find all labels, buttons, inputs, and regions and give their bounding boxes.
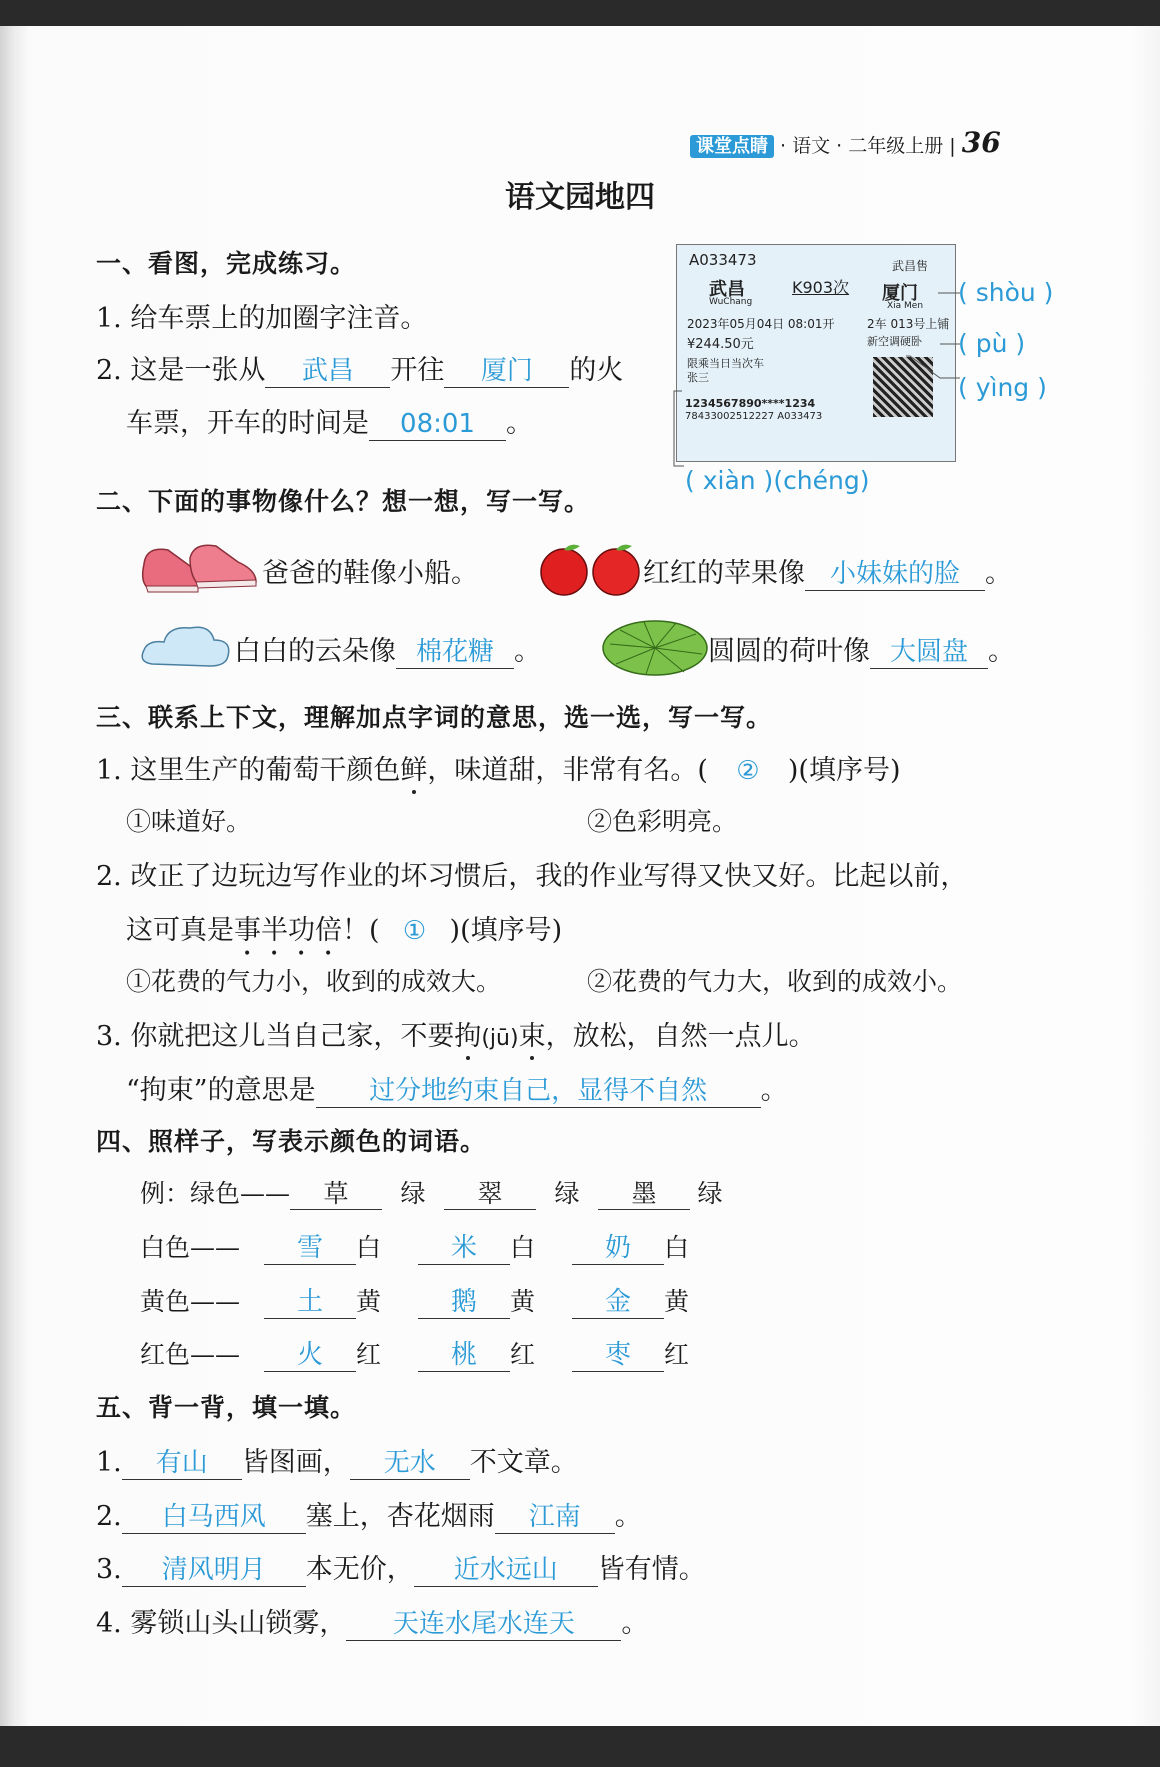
s2-item4-answer: 大圆盘 (889, 637, 968, 667)
s2-item4-prefix: 圆圆的荷叶像 (708, 636, 870, 667)
ticket-train: K903次 (792, 278, 850, 297)
page-title: 语文园地四 (505, 180, 655, 215)
ticket-id: 1234567890****1234 (685, 397, 816, 410)
s4-row-yellow-answer-1: 土 (296, 1287, 323, 1317)
s5-line3-end: 皆有情。 (597, 1554, 706, 1585)
s3-q3-line1 (96, 1014, 816, 1053)
workbook-page (0, 26, 1160, 1726)
s5-line1-answer-2: 无水 (383, 1448, 436, 1478)
s4-row-white-suffix-1: 白 (356, 1233, 382, 1262)
s3-q2-option1: ①花费的气力小，收到的成效大。 (126, 967, 502, 996)
s1-q2-answer-from: 武昌 (301, 356, 354, 386)
s4-row-white-answer-2: 米 (450, 1233, 477, 1263)
s4-row-yellow-suffix-2: 黄 (510, 1287, 536, 1316)
s4-example-label: 例：绿色—— (140, 1179, 291, 1208)
s5-line1 (96, 1440, 578, 1480)
pinyin-xian-cheng (685, 466, 870, 495)
page-header (690, 126, 1001, 159)
s4-row-yellow (140, 1282, 689, 1319)
s5-line4 (96, 1601, 648, 1641)
s3-q2-line1: 2. 改正了边玩边写作业的坏习惯后，我的作业写得又快又好。比起以前， (96, 861, 968, 892)
s4-row-red-suffix-2: 红 (510, 1340, 536, 1369)
pinyin-shou: ( shòu ) (958, 278, 1054, 307)
s3-q2-a: 这可真是 (126, 915, 234, 946)
s4-row-red-suffix-3: 红 (664, 1340, 690, 1369)
s3-q1-dotted: 鲜 (400, 755, 428, 786)
s5-line2-answer-1: 白马西风 (161, 1502, 266, 1532)
s3-q3-a: 3. 你就把这儿当自己家，不要 (96, 1021, 455, 1052)
s3-q3-answer: 过分地约束自己，显得不自然 (369, 1076, 708, 1106)
ticket-to-pinyin: Xia Men (887, 301, 924, 311)
s3-q1-b: ，味道甜，非常有名。( (427, 755, 708, 786)
apple-icon (538, 540, 643, 596)
s5-line2 (96, 1494, 642, 1534)
s3-q1-option2: ②色彩明亮。 (587, 807, 738, 836)
ticket-from-pinyin: WuChang (709, 297, 753, 307)
s4-example-suffix-3: 绿 (697, 1179, 723, 1208)
pinyin-ying: ( yìng ) (958, 373, 1047, 402)
shoe-icon (138, 536, 263, 596)
ticket-seller: 武昌售 (892, 259, 929, 273)
s2-item2-period: 。 (985, 558, 1012, 589)
s3-q3-line2 (126, 1068, 788, 1108)
s4-example-suffix-2: 绿 (554, 1179, 580, 1208)
s3-q1-answer: ② (736, 756, 760, 786)
ticket-price: ¥244.50元 (687, 337, 754, 352)
s4-row-red-suffix-1: 红 (356, 1340, 382, 1369)
s4-row-red (140, 1335, 689, 1372)
s5-line2-num: 2. (96, 1501, 122, 1532)
s5-line1-num: 1. (96, 1447, 122, 1478)
ticket-class: 新空调硬卧 (867, 335, 922, 348)
s5-line3-num: 3. (96, 1554, 122, 1585)
s1-q1: 1. 给车票上的加圈字注音。 (96, 303, 428, 334)
s3-q3-b: ，放松，自然一点儿。 (545, 1021, 816, 1052)
ticket-from: 武昌 (709, 279, 745, 300)
s3-q1-option1: ①味道好。 (126, 807, 252, 836)
s4-row-yellow-answer-2: 鹅 (450, 1287, 477, 1317)
header-subject: · 语文 · 二年级上册 | (780, 135, 956, 157)
s1-q2-line2-suffix: 。 (506, 408, 533, 439)
s4-row-white (140, 1228, 689, 1265)
s4-row-white-suffix-2: 白 (510, 1233, 536, 1262)
s4-row-red-label: 红色—— (140, 1340, 241, 1369)
ticket-name: 张三 (687, 371, 709, 384)
pinyin-pu: ( pù ) (958, 329, 1026, 358)
s3-q1-c: )(填序号) (787, 755, 901, 786)
s1-q2-answer-time: 08:01 (400, 409, 475, 439)
ticket-note: 限乘当日当次车 (687, 357, 764, 370)
s3-q1-a: 1. 这里生产的葡萄干颜色 (96, 755, 401, 786)
s5-line2-mid: 塞上，杏花烟雨 (305, 1501, 495, 1532)
s4-row-white-suffix-3: 白 (664, 1233, 690, 1262)
ticket-datetime: 2023年05月04日 08:01开 (687, 317, 835, 331)
s1-q2-suffix: 的火 (569, 355, 624, 386)
s5-line3-answer-1: 清风明月 (161, 1555, 266, 1585)
s1-q2-mid: 开往 (390, 355, 445, 386)
s5-line4-end: 。 (621, 1608, 649, 1639)
s3-q2-line2 (126, 908, 562, 962)
s4-row-white-label: 白色—— (140, 1233, 241, 1262)
s2-item3-prefix: 白白的云朵像 (234, 636, 396, 667)
s4-row-white-answer-3: 奶 (604, 1233, 631, 1263)
section4-heading: 四、照样子，写表示颜色的词语。 (96, 1127, 487, 1156)
ticket-seat: 2车 013号上铺 (867, 317, 950, 331)
cloud-icon (138, 618, 234, 674)
section5-heading: 五、背一背，填一填。 (96, 1393, 357, 1422)
section3-heading: 三、联系上下文，理解加点字词的意思，选一选，写一写。 (96, 703, 773, 732)
s3-q1 (96, 748, 901, 787)
s3-q2-b: ！( (342, 915, 380, 946)
s3-q3-dotted-2: 束 (518, 1021, 546, 1052)
section1-heading: 一、看图，完成练习。 (96, 249, 357, 278)
s2-item3-answer: 棉花糖 (415, 637, 494, 667)
s2-item3 (234, 629, 541, 669)
s4-row-red-answer-3: 枣 (604, 1340, 631, 1370)
s4-row-yellow-label: 黄色—— (140, 1287, 241, 1316)
s4-row-yellow-suffix-3: 黄 (664, 1287, 690, 1316)
s3-q3-pinyin: (jū) (481, 1026, 519, 1051)
s1-q2-line1 (96, 348, 623, 388)
s2-item2-prefix: 红红的苹果像 (643, 558, 805, 589)
s1-q2-line2-prefix: 车票，开车的时间是 (126, 408, 369, 439)
page-number: 36 (961, 126, 1001, 159)
s1-q2-answer-to: 厦门 (480, 356, 533, 386)
s4-row-yellow-answer-3: 金 (604, 1287, 631, 1317)
s4-row-red-answer-2: 桃 (450, 1340, 477, 1370)
lotus-leaf-icon (600, 616, 710, 678)
s5-line2-answer-2: 江南 (528, 1502, 581, 1532)
s4-example-word-2: 翠 (444, 1180, 536, 1210)
s5-line3-answer-2: 近水远山 (453, 1555, 558, 1585)
s4-example-row (140, 1174, 730, 1210)
s2-item2-answer: 小妹妹的脸 (829, 559, 960, 589)
ticket-serial: 78433002512227 A033473 (685, 411, 823, 422)
s1-q2-prefix: 2. 这是一张从 (96, 355, 266, 386)
s5-line3 (96, 1547, 706, 1587)
s4-row-yellow-suffix-1: 黄 (356, 1287, 382, 1316)
s5-line3-mid: 本无价， (305, 1554, 414, 1585)
s5-line1-end: 不文章。 (469, 1447, 578, 1478)
s4-row-white-answer-1: 雪 (296, 1233, 323, 1263)
s3-q2-answer: ① (402, 916, 427, 946)
section2-heading: 二、下面的事物像什么？想一想，写一写。 (96, 487, 591, 516)
ticket-to: 厦门 (882, 283, 918, 304)
s3-q3-end: 。 (760, 1075, 788, 1106)
ticket-number: A033473 (689, 251, 757, 269)
s5-line4-prefix: 4. 雾锁山头山锁雾， (96, 1608, 347, 1639)
s3-q2-dotted: 事半功倍 (234, 915, 342, 946)
ticket-leader-lines (670, 256, 970, 486)
s1-q2-line2 (126, 401, 533, 441)
s2-item3-period: 。 (514, 636, 541, 667)
s2-item2 (643, 551, 1012, 591)
s2-item1: 爸爸的鞋像小船。 (262, 558, 478, 589)
pinyin-cheng: (chéng) (773, 466, 870, 495)
s2-item4-period: 。 (988, 636, 1015, 667)
s2-item4 (708, 629, 1015, 669)
s3-q3-dotted-1: 拘 (454, 1021, 482, 1052)
s5-line2-end: 。 (614, 1501, 642, 1532)
s3-q2-c: )(填序号) (449, 915, 563, 946)
s3-q3-line2-prefix: “拘束”的意思是 (126, 1075, 316, 1106)
s5-line4-answer: 天连水尾水连天 (392, 1609, 575, 1639)
s4-example-word-1: 草 (290, 1180, 382, 1210)
pinyin-xian: ( xiàn ) (685, 466, 774, 495)
s3-q2-option2: ②花费的气力大，收到的成效小。 (587, 967, 963, 996)
s5-line1-answer-1: 有山 (155, 1448, 208, 1478)
s4-example-suffix-1: 绿 (400, 1179, 426, 1208)
s4-example-word-3: 墨 (598, 1180, 690, 1210)
s4-row-red-answer-1: 火 (296, 1340, 323, 1370)
s5-line1-mid: 皆图画， (241, 1447, 350, 1478)
header-badge: 课堂点睛 (690, 135, 774, 158)
